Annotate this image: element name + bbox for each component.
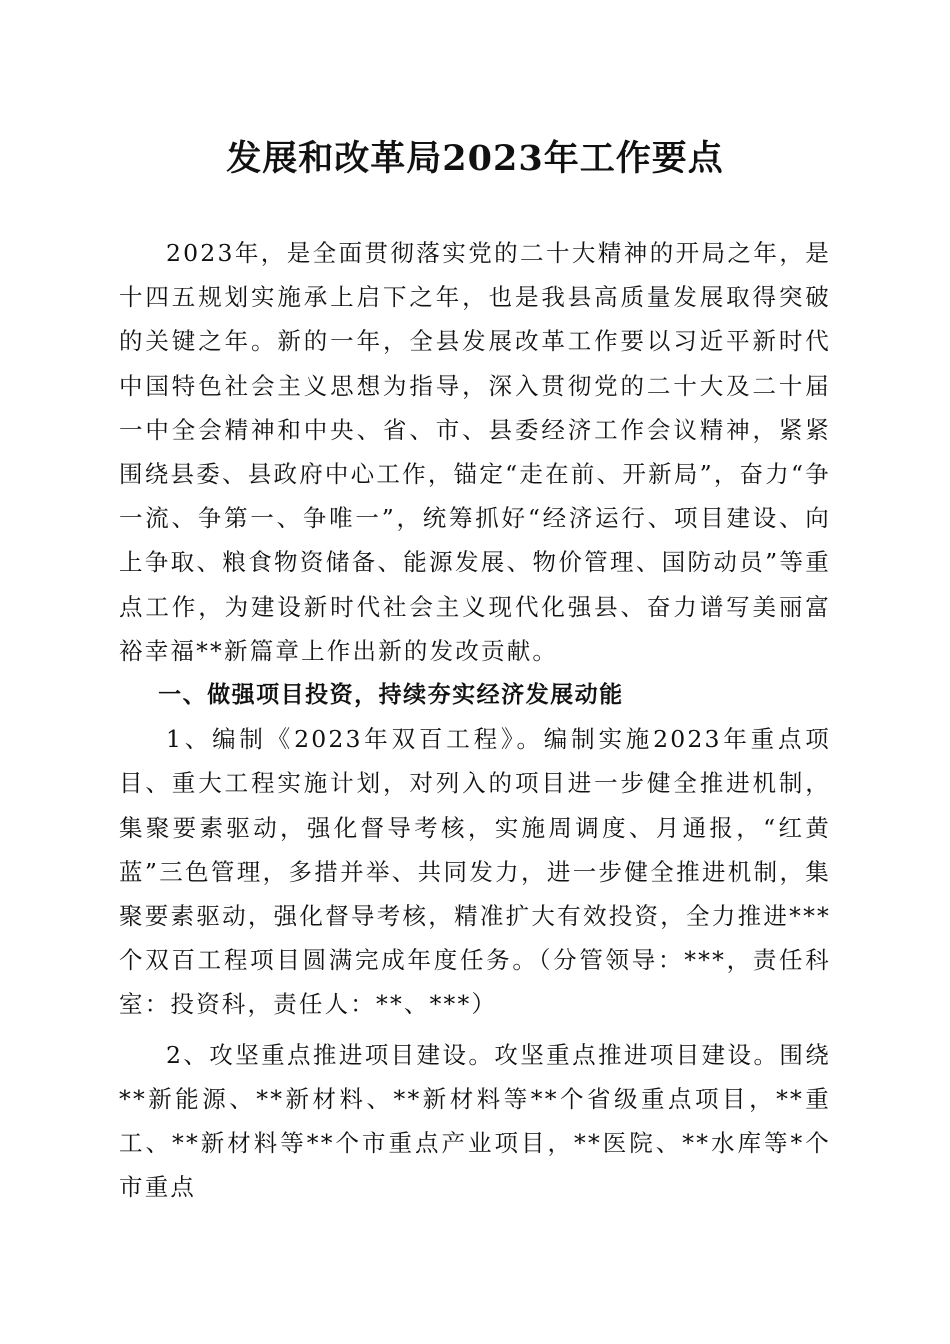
item-2-paragraph: 2、攻坚重点推进项目建设。攻坚重点推进项目建设。围绕**新能源、**新材料、**新材料等**个省级重点项目，**重工、**新材料等**个市重点产业项目，**医院、**水库等*个市重点 <box>119 1040 831 1202</box>
item-1-paragraph: 1、编制《2023年双百工程》。编制实施2023年重点项目、重大工程实施计划，对列入的项目进一步健全推进机制，集聚要素驱动，强化督导考核，实施周调度、月通报，“红黄蓝”三色管理，多措并举、共同发力，进一步健全推进机制，集聚要素驱动，强化督导考核，精准扩大有效投资，全力推进***个双百工程项目圆满完成年度任务。（分管领导：***，责任科室：投资科，责任人：**、***） <box>119 725 831 1019</box>
intro-paragraph: 2023年，是全面贯彻落实党的二十大精神的开局之年，是十四五规划实施承上启下之年，也是我县高质量发展取得突破的关键之年。新的一年，全县发展改革工作要以习近平新时代中国特色社会主义思想为指导，深入贯彻党的二十大及二十届一中全会精神和中央、省、市、县委经济工作会议精神，紧紧围绕县委、县政府中心工作，锚定“走在前、开新局”，奋力“争一流、争第一、争唯一”，统筹抓好“经济运行、项目建设、向上争取、粮食物资储备、能源发展、物价管理、国防动员”等重点工作，为建设新时代社会主义现代化强县、奋力谱写美丽富裕幸福**新篇章上作出新的发改贡献。 <box>119 239 831 665</box>
document-title: 发展和改革局2023年工作要点 <box>226 138 724 179</box>
section-1-heading: 一、做强项目投资，持续夯实经济发展动能 <box>158 682 624 709</box>
document-body <box>119 231 831 1209</box>
